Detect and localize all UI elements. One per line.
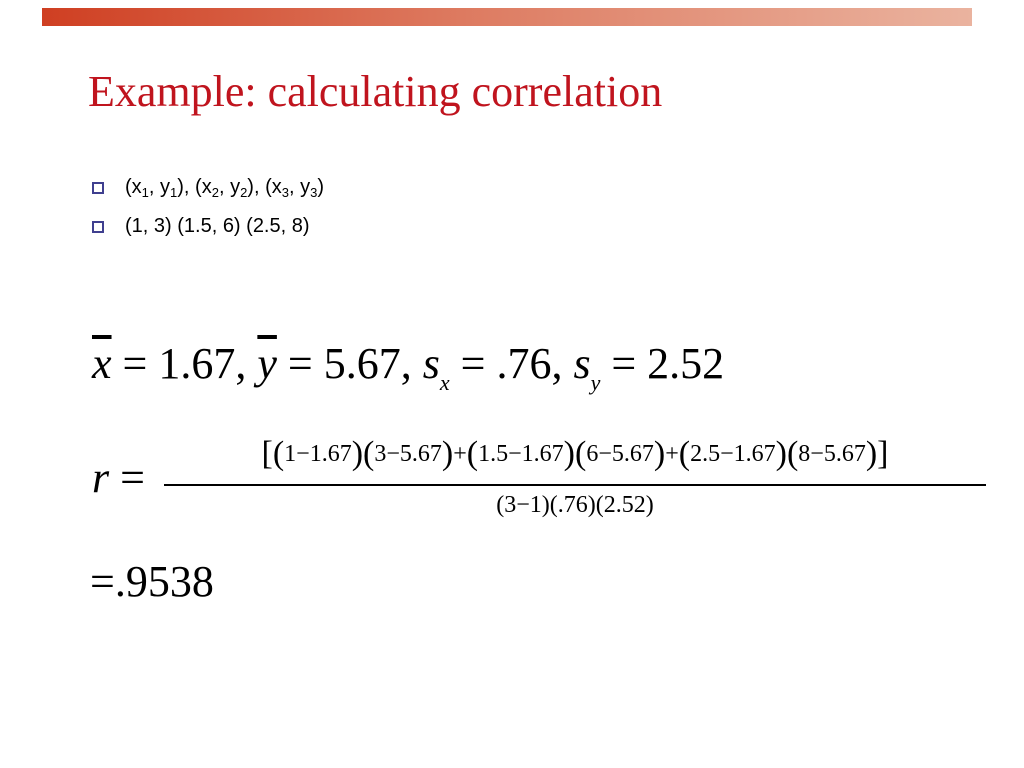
x-bar-symbol: $\overline{x}$ (92, 339, 112, 388)
sx-value: .76 (496, 339, 552, 388)
square-bullet-icon (92, 182, 104, 194)
denominator: (3−1)(.76)(2.52) (496, 492, 654, 518)
summary-statistics-equation: $\overline{x} = 1.67$, $\overline{y} = 5.67$, $s_x = .76$, $s_y = 2.52$ (92, 339, 725, 395)
numerator: [(1−1.67)(3−5.67)+(1.5−1.67)(6−5.67)+(2.5−1.67)(8−5.67)] (261, 435, 889, 472)
y-bar-value: 5.67 (323, 339, 401, 388)
bullet-item-variables (92, 172, 324, 202)
sx-symbol: s (422, 339, 440, 388)
r-symbol: r = (92, 453, 145, 502)
correlation-result: =.9538 (90, 557, 214, 606)
y-bar-symbol: $\overline{y}$ (257, 339, 277, 388)
value-pairs-text: (1, 3) (1.5, 6) (2.5, 8) (125, 215, 310, 237)
header-accent-bar (42, 8, 972, 26)
slide-title: Example: calculating correlation (88, 67, 663, 116)
bullet-item-values (92, 211, 324, 241)
variable-pairs-text: ($x_1$, $y_1$), ($x_2$, $y_2$), ($x_3$, $y_3$) (125, 176, 324, 200)
bullet-list (92, 172, 324, 250)
sy-symbol: s (573, 339, 591, 388)
sy-subscript: y (590, 370, 601, 395)
square-bullet-icon (92, 221, 104, 233)
sx-subscript: x (439, 370, 450, 395)
fraction (164, 430, 986, 522)
sy-value: 2.52 (647, 339, 725, 388)
x-bar-value: 1.67 (158, 339, 236, 388)
